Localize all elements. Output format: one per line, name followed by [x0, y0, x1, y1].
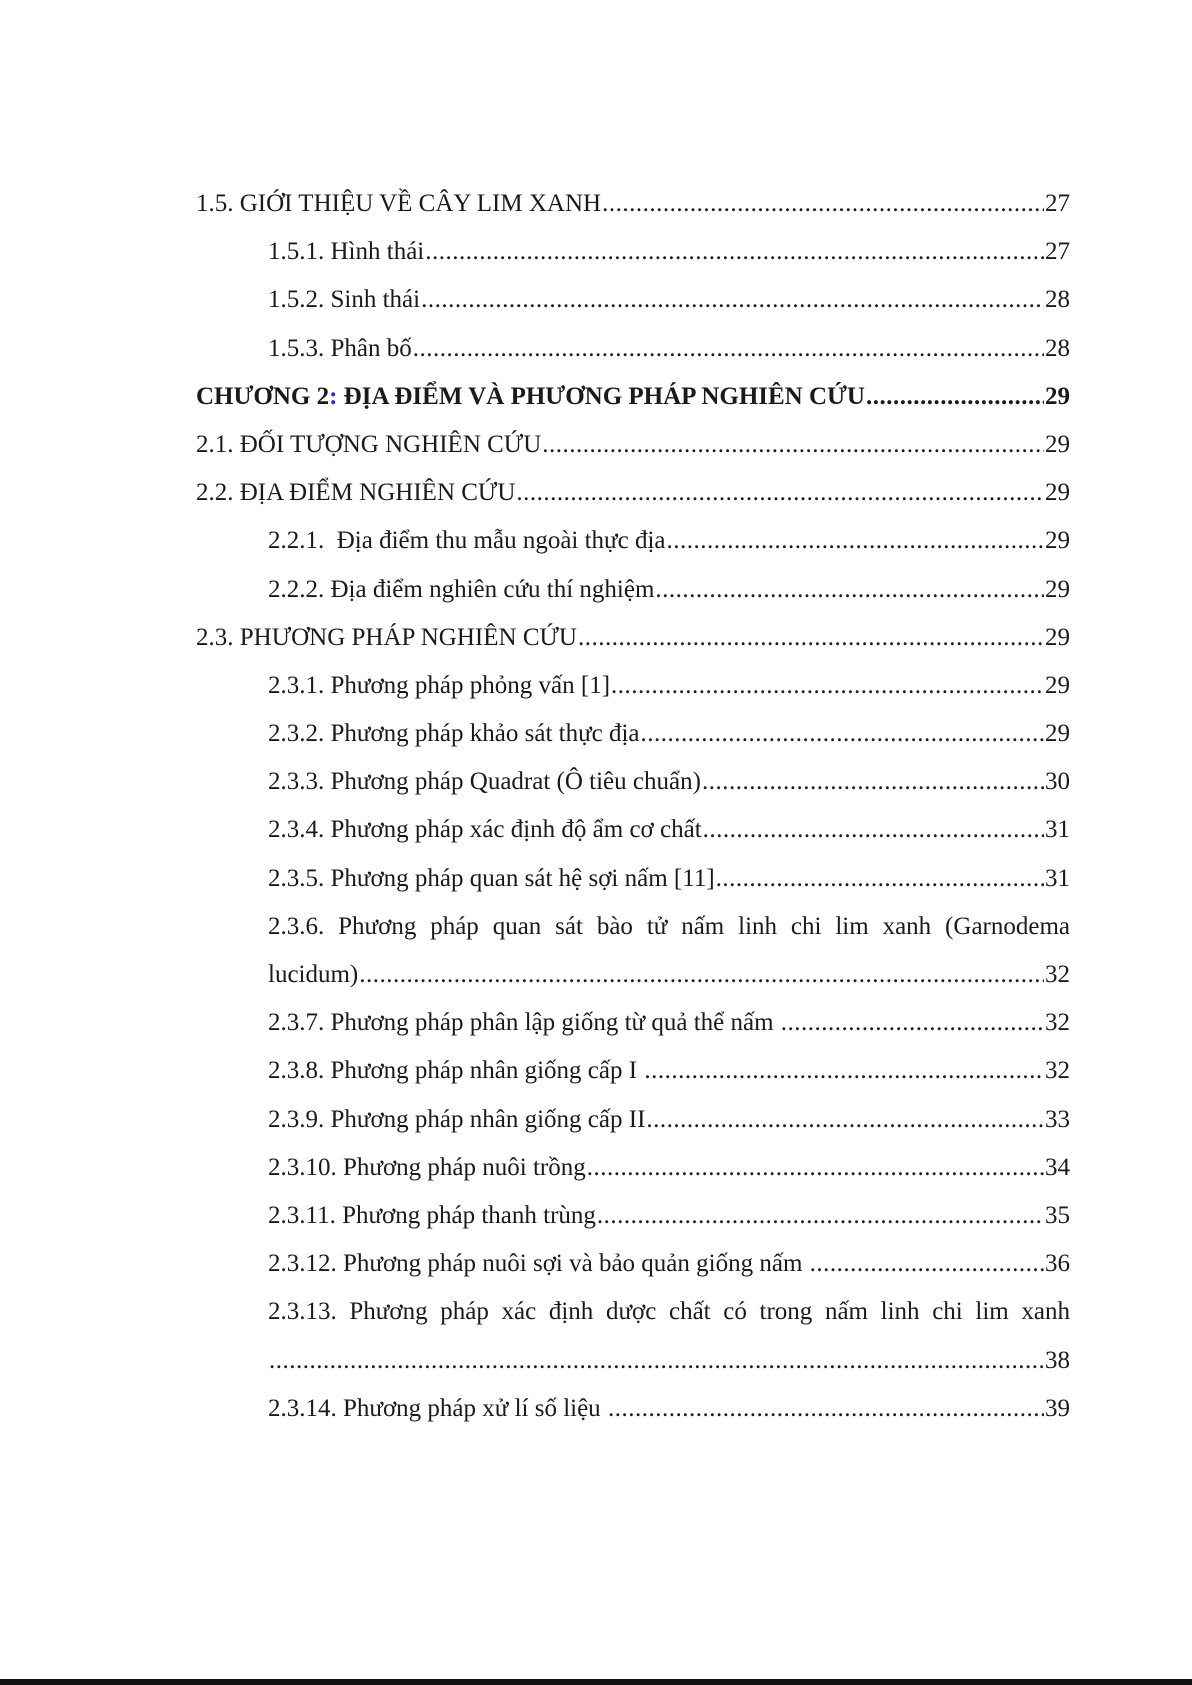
toc-entry-page: 29 — [1045, 720, 1070, 748]
toc-entry — [196, 527, 1070, 575]
toc-entry-title: 2.3.12. Phương pháp nuôi sợi và bảo quản giống nấm — [268, 1250, 809, 1278]
toc-leader-dots — [644, 1057, 1044, 1085]
toc-entry-title: 2.3.1. Phương pháp phỏng vấn [1] — [268, 671, 611, 699]
toc-leader-dots — [646, 1106, 1044, 1134]
toc-entry — [196, 1106, 1070, 1154]
toc-leader-dots — [866, 383, 1044, 411]
toc-entry-continuation — [196, 961, 1070, 1009]
toc-entry-page: 29 — [1045, 527, 1070, 555]
toc-entry — [196, 190, 1070, 238]
toc-leader-dots — [269, 1347, 1044, 1375]
toc-entry-page: 32 — [1045, 1057, 1070, 1085]
toc-entry-page: 31 — [1045, 864, 1070, 892]
toc-leader-dots — [641, 720, 1044, 748]
toc-entry — [196, 816, 1070, 864]
toc-entry-page: 38 — [1045, 1346, 1070, 1374]
toc-leader-dots — [716, 865, 1044, 893]
toc-entry-title: 2.3.7. Phương pháp phân lập giống từ quả thể nấm — [268, 1009, 780, 1037]
toc-entry-title: 1.5.3. Phân bố — [268, 334, 412, 362]
toc-entry-title: 2.1. ĐỐI TƯỢNG NGHIÊN CỨU — [196, 430, 542, 458]
toc-entry-title: 2.3.4. Phương pháp xác định độ ẩm cơ chất — [268, 816, 702, 844]
toc-entry-page: 30 — [1045, 768, 1070, 796]
toc-entry-title: 1.5. GIỚI THIỆU VỀ CÂY LIM XANH — [196, 190, 602, 217]
toc-entry-page: 31 — [1045, 816, 1070, 844]
toc-leader-dots — [781, 1009, 1044, 1037]
toc-entry-page: 29 — [1045, 671, 1070, 699]
toc-leader-dots — [597, 1202, 1044, 1230]
toc-leader-dots — [703, 816, 1044, 844]
toc-entry-page: 29 — [1045, 382, 1070, 410]
toc-leader-dots — [810, 1250, 1044, 1278]
page-bottom-border — [0, 1679, 1192, 1685]
toc-entry — [196, 624, 1070, 672]
toc-entry — [196, 286, 1070, 334]
toc-entry-page: 27 — [1045, 190, 1070, 217]
toc-entry-page: 34 — [1045, 1153, 1070, 1181]
table-of-contents — [196, 190, 1070, 1443]
chapter-title: ĐỊA ĐIỂM VÀ PHƯƠNG PHÁP NGHIÊN CỨU — [337, 382, 865, 410]
toc-entry-title: 2.3.9. Phương pháp nhân giống cấp II — [268, 1105, 646, 1133]
toc-leader-dots — [359, 961, 1044, 989]
toc-entry-title: 1.5.2. Sinh thái — [268, 286, 421, 314]
toc-entry-page: 33 — [1045, 1105, 1070, 1133]
toc-entry-page: 29 — [1045, 623, 1070, 651]
toc-entry — [196, 238, 1070, 286]
toc-chapter-entry — [196, 383, 1070, 431]
toc-entry — [196, 1154, 1070, 1202]
toc-entry-title: 2.3.2. Phương pháp khảo sát thực địa — [268, 720, 640, 748]
toc-entry-title: 2.2. ĐỊA ĐIỂM NGHIÊN CỨU — [196, 479, 516, 507]
toc-entry-title: 2.3.14. Phương pháp xử lí số liệu — [268, 1394, 607, 1422]
toc-leader-dots — [587, 1154, 1044, 1182]
toc-entry-page: 28 — [1045, 286, 1070, 314]
chapter-colon: : — [329, 382, 338, 410]
toc-entry-title: 1.5.1. Hình thái — [268, 238, 425, 266]
toc-entry — [196, 1009, 1070, 1057]
toc-entry-title: 2.3.13. Phương pháp xác định dược chất có trong nấm linh chi lim xanh — [268, 1298, 1070, 1326]
toc-entry — [196, 1057, 1070, 1105]
toc-leader-dots — [655, 576, 1044, 604]
toc-chapter-title — [196, 383, 865, 411]
toc-leader-dots — [421, 286, 1044, 314]
toc-entry-page: 29 — [1045, 430, 1070, 458]
toc-entry — [196, 1202, 1070, 1250]
toc-entry — [196, 479, 1070, 527]
toc-entry-page: 29 — [1045, 575, 1070, 603]
toc-leader-dots — [608, 1395, 1044, 1423]
toc-entry — [196, 576, 1070, 624]
chapter-label: CHƯƠNG 2 — [196, 382, 330, 410]
toc-entry — [196, 865, 1070, 913]
toc-entry — [196, 672, 1070, 720]
toc-entry — [196, 431, 1070, 479]
toc-entry-page: 35 — [1045, 1201, 1070, 1229]
toc-entry-page: 27 — [1045, 238, 1070, 266]
toc-entry — [196, 720, 1070, 768]
toc-entry — [196, 335, 1070, 383]
toc-leader-dots — [413, 335, 1044, 363]
toc-entry-page: 36 — [1045, 1250, 1070, 1278]
toc-entry-wrapped — [196, 913, 1070, 961]
toc-entry-title-line1 — [268, 913, 1070, 961]
toc-entry — [196, 768, 1070, 816]
toc-entry-wrapped — [196, 1298, 1070, 1346]
toc-entry-title-line1 — [268, 1298, 1070, 1346]
toc-entry-continuation — [196, 1347, 1070, 1395]
toc-entry-title: 2.3.8. Phương pháp nhân giống cấp I — [268, 1057, 644, 1085]
toc-entry-page: 28 — [1045, 334, 1070, 362]
toc-entry — [196, 1250, 1070, 1298]
toc-entry-title: 2.3.5. Phương pháp quan sát hệ sợi nấm [11] — [268, 864, 715, 892]
toc-leader-dots — [578, 624, 1044, 652]
toc-leader-dots — [611, 672, 1044, 700]
toc-entry-page: 29 — [1045, 479, 1070, 507]
toc-entry-title: 2.3.11. Phương pháp thanh trùng — [268, 1201, 596, 1229]
toc-entry-page: 32 — [1045, 961, 1070, 988]
toc-entry-title: 2.3.3. Phương pháp Quadrat (Ô tiêu chuẩn) — [268, 768, 701, 796]
toc-entry-page: 32 — [1045, 1009, 1070, 1037]
toc-leader-dots — [542, 431, 1044, 459]
toc-entry-title: 2.3.6. Phương pháp quan sát bào tử nấm linh chi lim xanh (Garnodema — [268, 912, 1070, 940]
toc-entry-title-line2: lucidum) — [268, 961, 359, 988]
toc-leader-dots — [602, 190, 1044, 218]
toc-entry — [196, 1395, 1070, 1443]
toc-leader-dots — [702, 768, 1044, 796]
toc-entry-title: 2.3.10. Phương pháp nuôi trồng — [268, 1153, 586, 1181]
toc-entry-page: 39 — [1045, 1394, 1070, 1422]
toc-leader-dots — [667, 527, 1045, 555]
toc-entry-title: 2.2.2. Địa điểm nghiên cứu thí nghiệm — [268, 575, 655, 603]
toc-leader-dots — [516, 479, 1044, 507]
toc-entry-title: 2.3. PHƯƠNG PHÁP NGHIÊN CỨU — [196, 623, 577, 651]
toc-entry-title: 2.2.1. Địa điểm thu mẫu ngoài thực địa — [268, 527, 666, 555]
toc-leader-dots — [425, 238, 1044, 266]
